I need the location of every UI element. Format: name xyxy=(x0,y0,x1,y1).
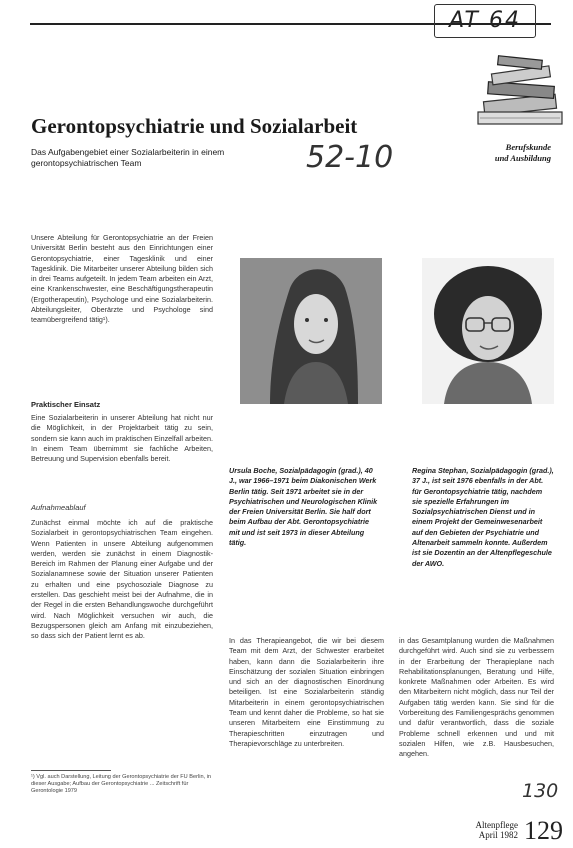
section2-heading: Aufnahmeablauf xyxy=(31,503,86,512)
section2-paragraph: Zunächst einmal möchte ich auf die praktische Sozialarbeit in gerontopsychiatrischen Team eingehen. Wenn Patienten in unsere Abteilung aufgenommen werden, werden sie zunächst in einem Diagnostik-Bereich im Rahmen der Planung einer Aufgabe und der Sozialanamnese sowie der Situation unserer Patienten zu erhalten und eine psychosoziale Diagnose zu erstellen. Das geschieht meist bei der Aufnahme, die in der Regel in die ersten Behandlungswoche durchgeführt wird. Nach Möglichkeit versuchen wir auch, die Bezugspersonen gleich am Anfang mit einzubeziehen, so dass sich der Patient lernt es ab. xyxy=(31,518,213,641)
footer xyxy=(448,820,518,840)
caption-1: Ursula Boche, Sozialpädagogin (grad.), 40 J., war 1966–1971 beim Diakonischen Werk Berlin tätig. Seit 1971 arbeitet sie in der Psychiatrischen und Neurologischen Klinik der Freien Universität Berlin. Sie half dort beim Aufbau der Abt. Gerontopsychiatrie mit und ist seit 1973 in dieser Abteilung tätig. xyxy=(229,466,378,548)
rubric-line-2: und Ausbildung xyxy=(494,153,551,163)
portrait-photo-1-icon xyxy=(240,258,382,404)
footnote-rule xyxy=(31,770,111,771)
column3-paragraph: in das Gesamtplanung wurden die Maßnahmen durchgeführt wird. Auch sind sie zu verbessern in der Erarbeitung der Therapieplane nach Rehabilitationsplanungen, Beratung und Hilfe, konkrete Maßnahmen oder Arbeiten. Es wird den Mitarbeitern nicht möglich, dass nur Teil der Aufgaben tätig werden kann. Sie sind für die Vorbereitung des Familiengesprächs genommen und dafür verantwortlich, dass die soziale Probleme schnell erkennen und und mit sozialen Hilfen, wie z.B. Hausbesuchen, angehen. xyxy=(399,636,554,759)
portrait-photo-2-icon xyxy=(422,258,554,404)
rubric-line-1: Berufskunde xyxy=(505,142,551,152)
books-illustration-icon xyxy=(474,52,566,128)
page-number: 129 xyxy=(524,816,563,845)
footer-date: April 1982 xyxy=(478,830,518,840)
section1-paragraph: Eine Sozialarbeiterin in unserer Abteilung hat nicht nur die Möglichkeit, in der Projektarbeit tätig zu sein, sondern sie kann auch im praktischen Einzelfall arbeiten. In einem Team übernimmt sie fachliche Arbeiten, Betreuung und Supervision ebenfalls bereit. xyxy=(31,413,213,464)
archive-stamp: AT 64 xyxy=(434,4,536,38)
article-title: Gerontopsychiatrie und Sozialarbeit xyxy=(31,114,358,138)
intro-paragraph: Unsere Abteilung für Gerontopsychiatrie an der Freien Universität Berlin besteht aus den Einrichtungen einer Gerontopsychiatrie, einer Tagesklinik und einer Tagesklinik. Die Mitarbeiter unserer Abteilung bilden sich in drei Teams aufgeteilt. In jedem Team arbeiten ein Arzt, eine Krankenschwester, eine Beschäftigungstherapeutin (Ergotherapeutin), Psychologe und eine Sozialarbeiterin. Abteilungsleiter, Oberärzte und Psychologe sind teamübergreifend tätig¹). xyxy=(31,233,213,325)
rubric xyxy=(495,142,551,164)
handwritten-number: 52-10 xyxy=(306,140,394,175)
article-subtitle: Das Aufgabengebiet einer Sozialarbeiterin in einem gerontopsychiatrischen Team xyxy=(31,147,225,168)
footnote: ¹) Vgl. auch Darstellung, Leitung der Gerontopsychiatrie der FU Berlin, in dieser Ausgabe; Aufbau der Gerontopsychiatrie ... Zeitschrift für Gerontologie 1979 xyxy=(31,774,212,794)
caption-2: Regina Stephan, Sozialpädagogin (grad.), 37 J., ist seit 1976 ebenfalls in der Abt. für Gerontopsychiatrie tätig, nachdem sie spezielle Erfahrungen im Sozialpsychiatrischen Dienst und in einem Projekt der Gemeinwesenarbeit auf den Gebieten der Psychiatrie und Altenarbeit sammeln konnte. Außerdem ist sie Dozentin an der Altenpflegeschule der AWO. xyxy=(412,466,554,568)
handwritten-page: 130 xyxy=(522,780,559,802)
column2-paragraph: In das Therapieangebot, die wir bei diesem Team mit dem Arzt, der Schwester erarbeitet haben, kann dann die Sozialarbeiterin ihre Einschätzung der sozialen Situation einbringen und sich an der diagnostischen Einordnung beteiligen. Ist eine Sozialarbeiterin ständig Mitarbeiterin in einem gerontopsychiatrischen Team und kennt daher die Probleme, so hat sie unseren Mitarbeitern eine Einstimmung zu Therapieschritten einzutragen und Therapievorschläge zu unterbreiten. xyxy=(229,636,384,748)
section1-heading: Praktischer Einsatz xyxy=(31,400,101,409)
footer-journal: Altenpflege xyxy=(475,820,518,830)
